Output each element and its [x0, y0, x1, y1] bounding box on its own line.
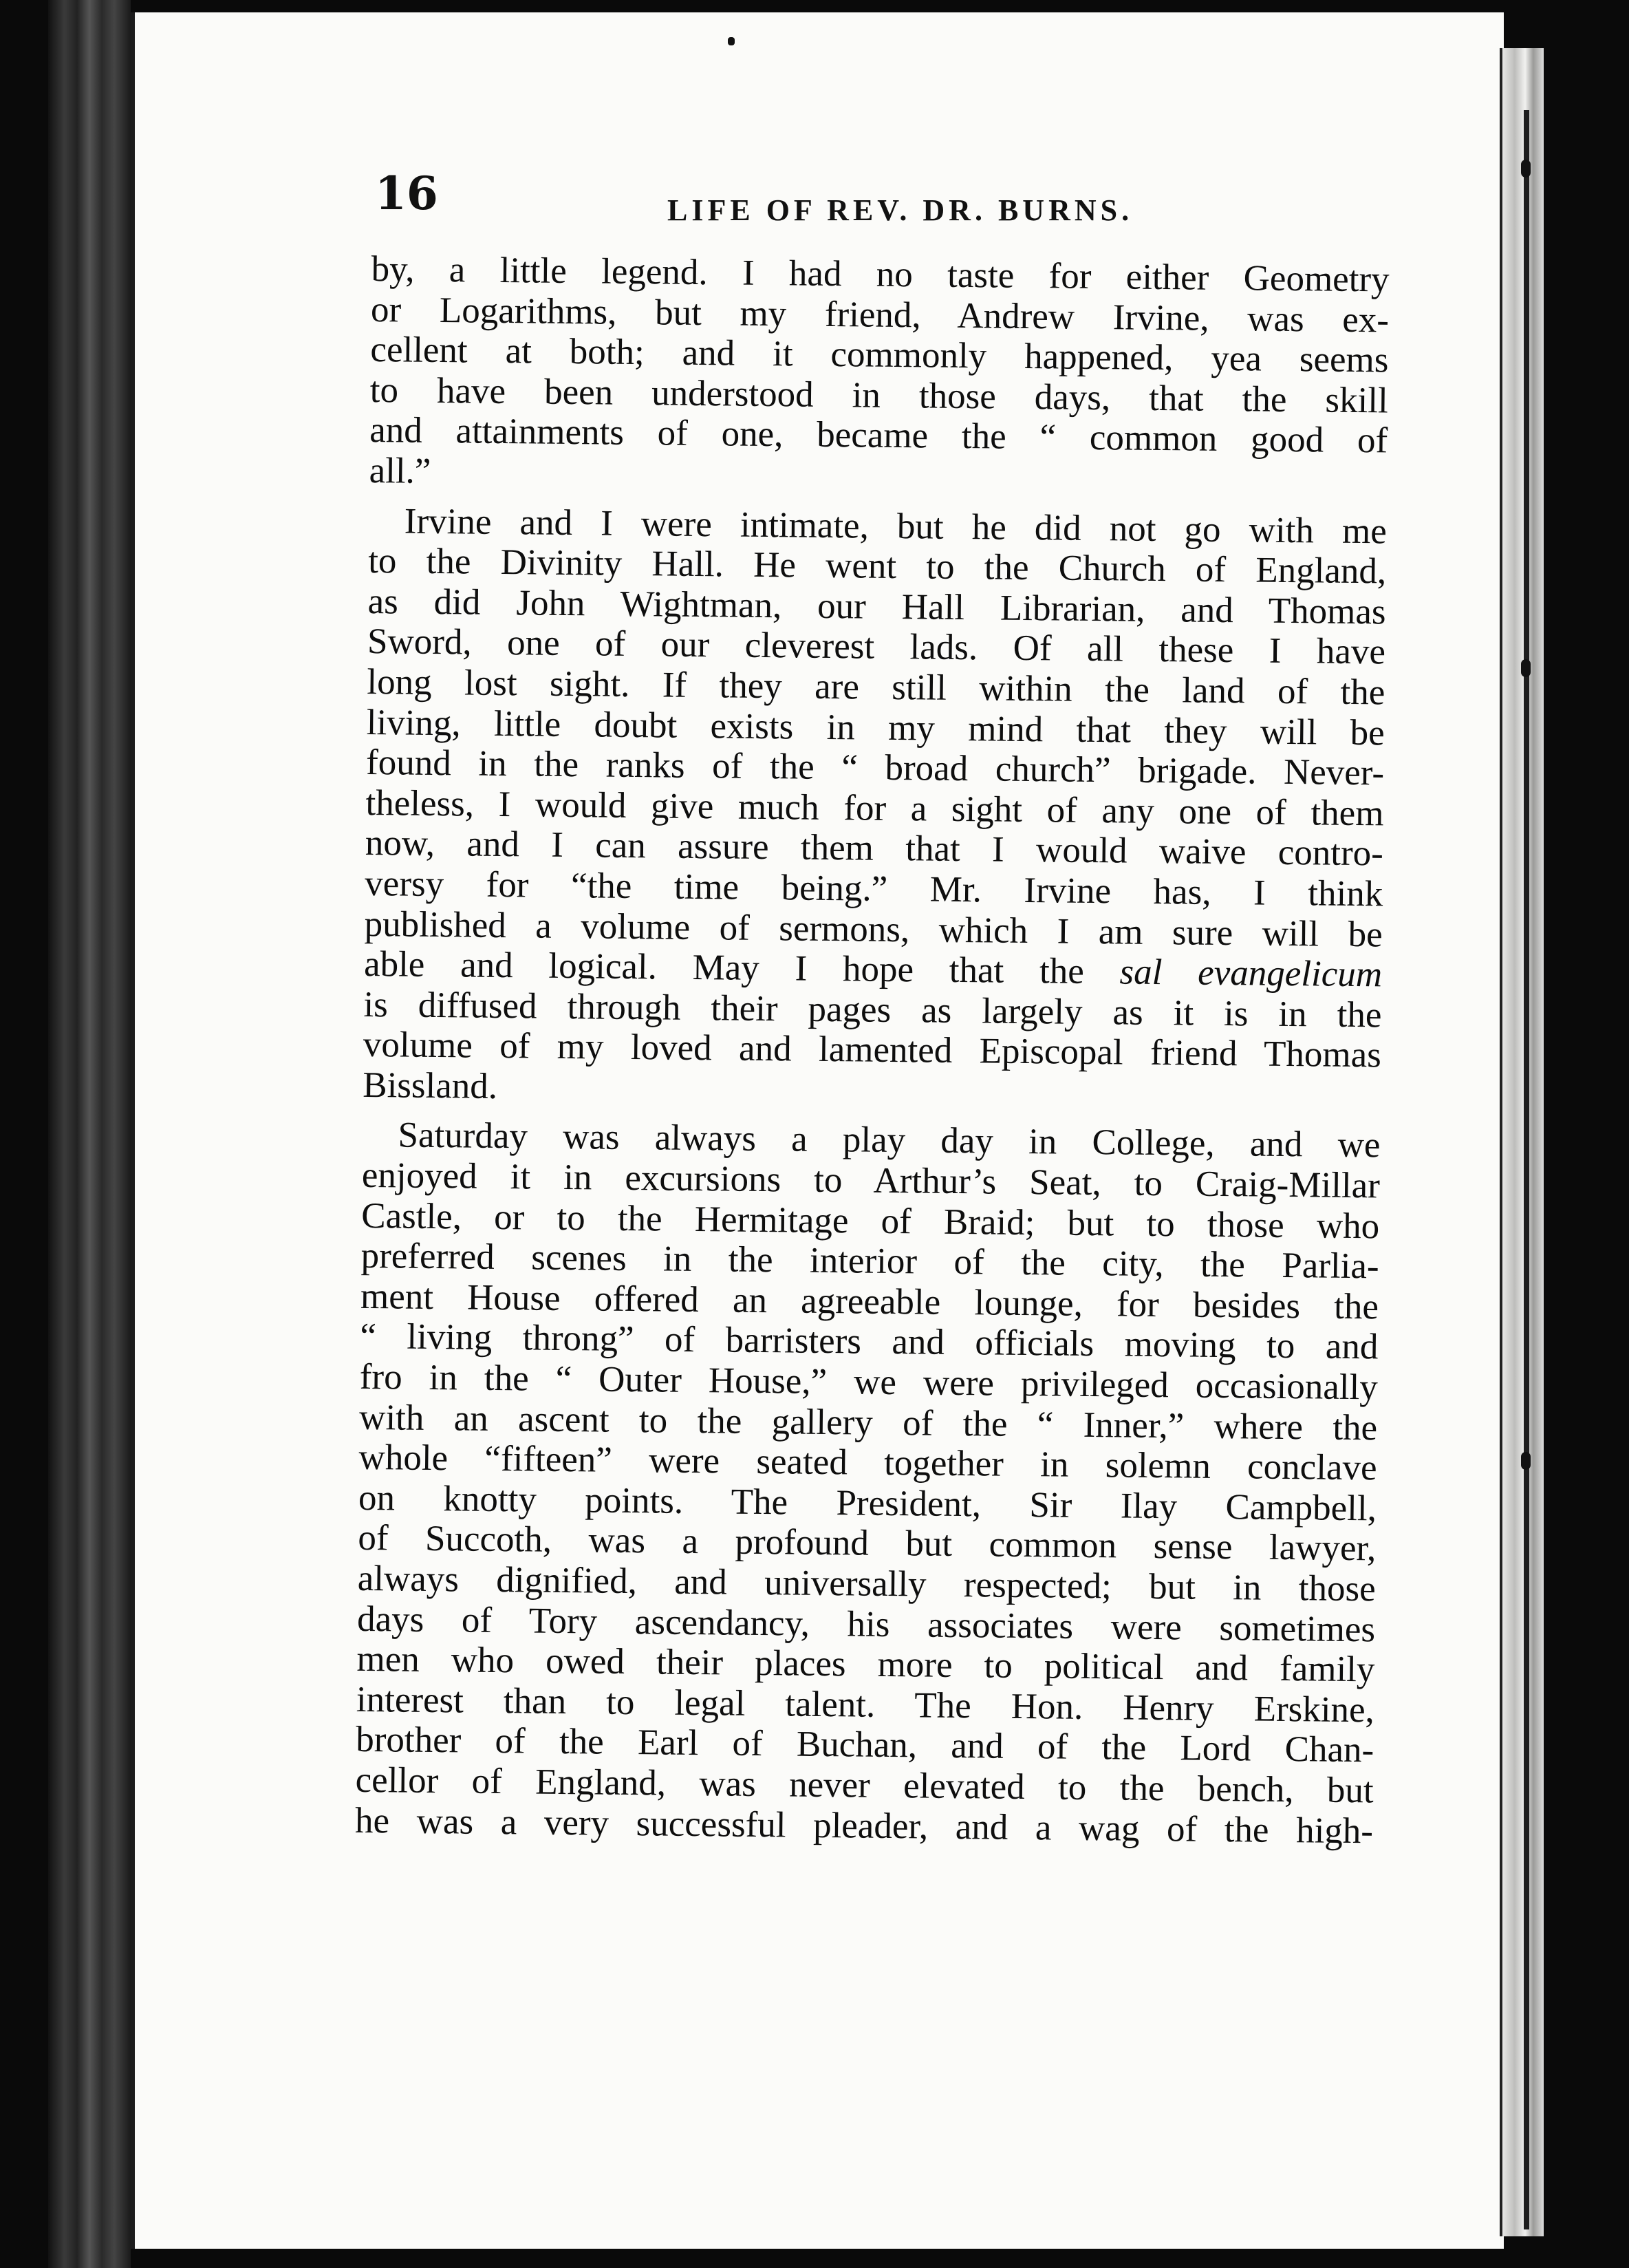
edge-mark-middle: [1521, 659, 1531, 677]
page-right-edge: [1500, 48, 1544, 2236]
text-line: interest than to legal talent. The Hon. Henry Erskine,: [356, 1679, 1375, 1731]
text-line: now, and I can assure them that I would waive contro-: [365, 823, 1384, 874]
text-line: Bissland.: [362, 1065, 498, 1106]
text-line: preferred scenes in the interior of the city, the Parlia-: [360, 1236, 1379, 1287]
text-line: long lost sight. If they are still within the land of the: [367, 661, 1385, 713]
text-line: enjoyed it in excursions to Arthur’s Seat, to Craig-Millar: [361, 1155, 1381, 1206]
text-line: Saturday was always a play day in College, and we: [398, 1115, 1381, 1166]
text-line: with an ascent to the gallery of the “ Inner,” where the: [358, 1397, 1378, 1448]
page-edge-line: [1524, 110, 1529, 2229]
text-line: Sword, one of our cleverest lads. Of all these I have: [367, 621, 1386, 672]
text-line: fro in the “ Outer House,” we were privileged occasionally: [359, 1356, 1379, 1408]
text-line: as did John Wightman, our Hall Librarian, and Thomas: [367, 581, 1386, 632]
edge-mark-top: [1521, 160, 1531, 178]
book-binding-gutter: [48, 0, 131, 2268]
running-head: LIFE OF REV. DR. BURNS.: [667, 193, 1134, 227]
edge-mark-bottom: [1521, 1452, 1531, 1470]
text-line: to have been understood in those days, that the skill: [369, 370, 1389, 421]
text-line: days of Tory ascendancy, his associates were sometimes: [356, 1598, 1376, 1649]
text-line: is diffused through their pages as largely as it is in the: [363, 984, 1382, 1036]
text-line: ment House offered an agreeable lounge, for besides the: [360, 1276, 1379, 1327]
text-line: Castle, or to the Hermitage of Braid; but to those who: [360, 1195, 1380, 1247]
text-line: always dignified, and universally respected; but in those: [357, 1558, 1376, 1609]
text-line: “ living throng” of barristers and officials moving to and: [360, 1316, 1379, 1367]
text-line: Irvine and I were intimate, but he did not go with me: [404, 501, 1388, 552]
text-line: or Logarithms, but my friend, Andrew Irvine, was ex-: [370, 289, 1390, 341]
text-line: by, a little legend. I had no taste for either Geometry: [371, 249, 1390, 300]
text-line: published a volume of sermons, which I am sure will be: [364, 903, 1383, 954]
text-line: volume of my loved and lamented Episcopal friend Thomas: [363, 1025, 1382, 1076]
text-line: of Succoth, was a profound but common sense lawyer,: [358, 1518, 1377, 1569]
scan-speck: [728, 37, 735, 45]
text-line: cellor of England, was never elevated to the bench, but: [355, 1759, 1374, 1811]
page-number: 16: [375, 167, 438, 220]
text-segment: able and logical. May I hope that the: [363, 944, 1085, 992]
text-line: whole “fifteen” were seated together in solemn conclave: [358, 1437, 1377, 1488]
text-line: brother of the Earl of Buchan, and of the Lord Chan-: [356, 1720, 1374, 1770]
italic-phrase: sal evangelicum: [1119, 952, 1383, 995]
text-line: on knotty points. The President, Sir Ilay Campbell,: [358, 1477, 1377, 1529]
text-line: men who owed their places more to political and family: [356, 1639, 1375, 1690]
body-text: [355, 249, 1390, 1852]
text-line: he was a very successful pleader, and a wag of the high-: [354, 1800, 1374, 1851]
text-line: to the Divinity Hall. He went to the Church of England,: [367, 541, 1387, 592]
text-line: all.”: [369, 450, 431, 491]
text-line: theless, I would give much for a sight of any one of them: [365, 782, 1384, 834]
text-line: cellent at both; and it commonly happened, yea seems: [370, 330, 1389, 381]
text-line: versy for “the time being.” Mr. Irvine has, I think: [365, 863, 1383, 914]
text-line: and attainments of one, became the “ common good of: [369, 410, 1388, 461]
text-line: living, little doubt exists in my mind that they will be: [366, 702, 1385, 753]
text-line: found in the ranks of the “ broad church” brigade. Never-: [365, 742, 1385, 793]
